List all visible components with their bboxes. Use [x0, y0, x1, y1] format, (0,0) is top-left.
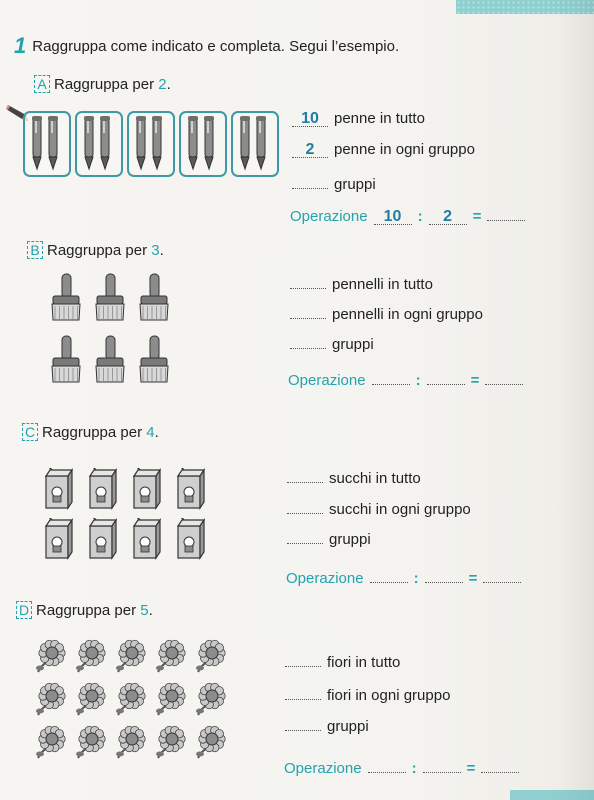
result-blank[interactable] [483, 566, 521, 583]
juice-box-icon [128, 468, 164, 510]
pen-icon [134, 115, 148, 171]
flower-icon [72, 638, 110, 676]
pen-icon [82, 115, 96, 171]
row-groups: gruppi [287, 527, 371, 548]
row-per-group: 2 penne in ogni gruppo [292, 141, 475, 158]
operand-b[interactable] [427, 368, 465, 385]
page-shadow [554, 0, 594, 800]
answer-blank[interactable] [285, 650, 321, 667]
juice-box-icon [84, 518, 120, 560]
brush-icon [91, 272, 129, 324]
row-total: pennelli in tutto [290, 272, 433, 293]
answer-blank[interactable]: 2 [292, 141, 328, 158]
answer-blank[interactable] [287, 497, 323, 514]
flower-icon [112, 724, 150, 762]
answer-blank[interactable] [285, 714, 321, 731]
juice-box-icon [40, 518, 76, 560]
section-d-title: D Raggruppa per 5. [16, 601, 153, 619]
flower-icon [32, 681, 70, 719]
row-groups: gruppi [292, 172, 376, 193]
answer-blank[interactable] [290, 332, 326, 349]
operand-b[interactable] [423, 756, 461, 773]
answer-blank[interactable] [285, 683, 321, 700]
flower-icon [192, 724, 230, 762]
flower-icon [32, 724, 70, 762]
section-c-title: C Raggruppa per 4. [22, 423, 159, 441]
flower-icon [72, 681, 110, 719]
answer-blank[interactable] [292, 172, 328, 189]
juice-box-icon [84, 468, 120, 510]
brush-icon [135, 334, 173, 386]
flower-icon [112, 638, 150, 676]
section-letter: C [22, 423, 38, 441]
row-per-group: succhi in ogni gruppo [287, 497, 471, 518]
result-blank[interactable] [481, 756, 519, 773]
brush-icon [47, 334, 85, 386]
juice-box-icon [40, 468, 76, 510]
flower-icon [192, 638, 230, 676]
flower-icon [152, 681, 190, 719]
pen-icon [238, 115, 252, 171]
pen-icon [150, 115, 164, 171]
operation-row: Operazione : = [286, 566, 521, 587]
flower-icon [192, 681, 230, 719]
instruction-text: Raggruppa come indicato e completa. Segui l’esempio. [32, 38, 400, 55]
operand-a[interactable] [370, 566, 408, 583]
answer-blank[interactable]: 10 [292, 110, 328, 127]
row-total: fiori in tutto [285, 650, 400, 671]
operand-b[interactable]: 2 [429, 208, 467, 225]
row-per-group: pennelli in ogni gruppo [290, 302, 483, 323]
brush-icon [135, 272, 173, 324]
operand-a[interactable] [372, 368, 410, 385]
operand-a[interactable]: 10 [374, 208, 412, 225]
exercise-number: 1 [14, 33, 27, 58]
operation-row: Operazione 10 : 2 = [290, 204, 525, 225]
flower-icon [32, 638, 70, 676]
row-per-group: fiori in ogni gruppo [285, 683, 450, 704]
pen-icon [98, 115, 112, 171]
flower-icon [152, 724, 190, 762]
answer-blank[interactable] [287, 466, 323, 483]
operation-row: Operazione : = [284, 756, 519, 777]
row-total: succhi in tutto [287, 466, 421, 487]
pen-icon [186, 115, 200, 171]
section-b-title: B Raggruppa per 3. [27, 241, 164, 259]
brush-icon [91, 334, 129, 386]
answer-blank[interactable] [290, 272, 326, 289]
pen-icon [202, 115, 216, 171]
flower-icon [72, 724, 110, 762]
flower-icon [152, 638, 190, 676]
operand-b[interactable] [425, 566, 463, 583]
section-letter: B [27, 241, 43, 259]
pen-icon [46, 115, 60, 171]
section-letter: A [34, 75, 50, 93]
juice-box-icon [128, 518, 164, 560]
result-blank[interactable] [485, 368, 523, 385]
pen-icon [30, 115, 44, 171]
operation-row: Operazione : = [288, 368, 523, 389]
exercise-instruction [14, 33, 399, 59]
row-total: 10 penne in tutto [292, 110, 425, 127]
operand-a[interactable] [368, 756, 406, 773]
brush-icon [47, 272, 85, 324]
row-groups: gruppi [285, 714, 369, 735]
flower-icon [112, 681, 150, 719]
section-a-title: A Raggruppa per 2. [34, 75, 171, 93]
juice-box-icon [172, 468, 208, 510]
section-letter: D [16, 601, 32, 619]
answer-blank[interactable] [290, 302, 326, 319]
juice-box-icon [172, 518, 208, 560]
result-blank[interactable] [487, 204, 525, 221]
pen-icon [254, 115, 268, 171]
answer-blank[interactable] [287, 527, 323, 544]
row-groups: gruppi [290, 332, 374, 353]
